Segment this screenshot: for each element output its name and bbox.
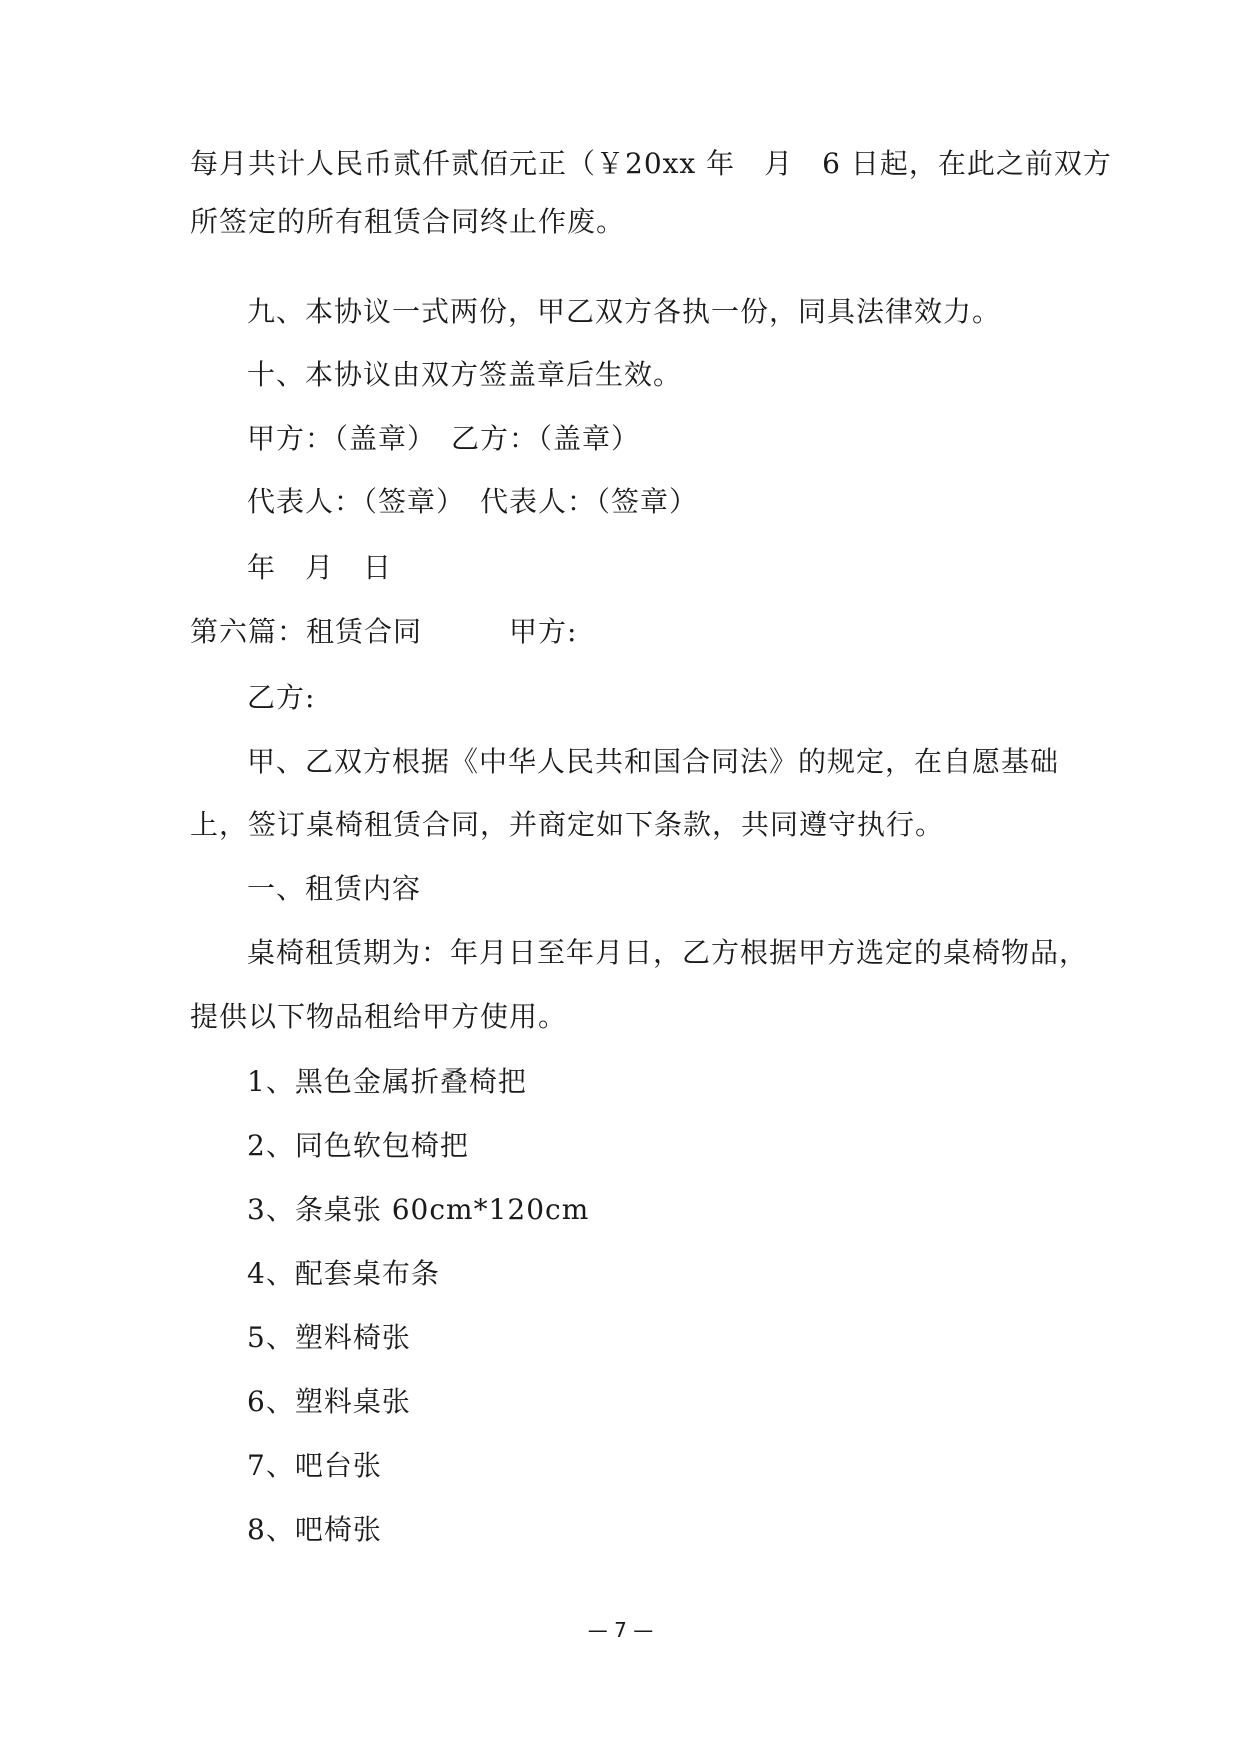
party-seal-line: 甲方：（盖章） 乙方：（盖章） [247,422,641,455]
paragraph-line: 提供以下物品租给甲方使用。 [190,1000,568,1033]
date-line: 年 月 日 [247,551,393,584]
paragraph-line: 上，签订桌椅租赁合同，并商定如下条款，共同遵守执行。 [190,808,945,841]
representative-line: 代表人：（签章） 代表人：（签章） [247,485,699,518]
list-item: 8、吧椅张 [247,1513,382,1546]
section-subheading: 一、租赁内容 [247,872,422,905]
list-item: 2、同色软包椅把 [247,1129,469,1162]
party-b-line: 乙方: [247,681,316,714]
clause-nine: 九、本协议一式两份，甲乙双方各执一份，同具法律效力。 [247,295,1002,328]
clause-ten: 十、本协议由双方签盖章后生效。 [247,358,683,391]
paragraph-line: 甲、乙双方根据《中华人民共和国合同法》的规定，在自愿基础 [247,745,1060,778]
list-item: 4、配套桌布条 [247,1257,440,1290]
list-item: 1、黑色金属折叠椅把 [247,1065,527,1098]
page-number: — 7 — [587,1618,654,1642]
paragraph-line: 每月共计人民币贰仟贰佰元正（￥20xx 年 月 6 日起，在此之前双方 [190,147,1112,180]
list-item: 7、吧台张 [247,1449,382,1482]
paragraph-line: 所签定的所有租赁合同终止作废。 [190,205,626,238]
list-item: 5、塑料椅张 [247,1321,411,1354]
list-item: 6、塑料桌张 [247,1385,411,1418]
paragraph-line: 桌椅租赁期为：年月日至年月日，乙方根据甲方选定的桌椅物品， [247,936,1089,969]
section-heading: 第六篇：租赁合同 甲方: [190,615,578,648]
list-item: 3、条桌张 60cm*120cm [247,1193,590,1226]
